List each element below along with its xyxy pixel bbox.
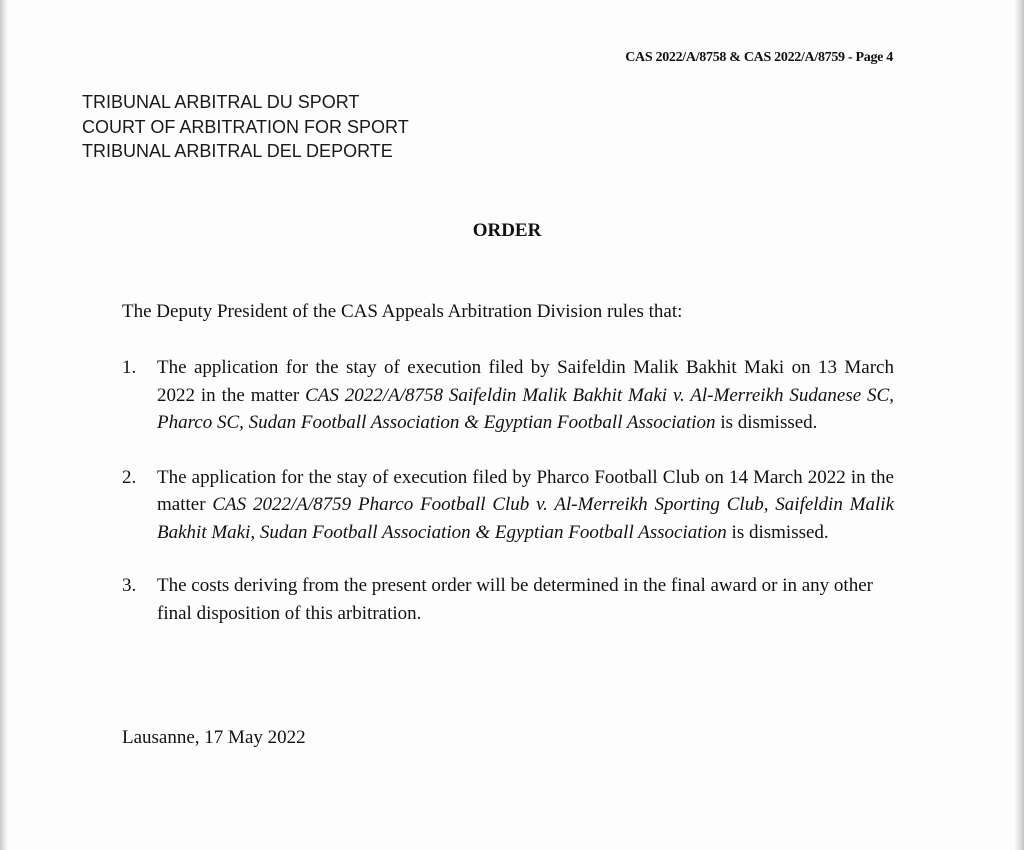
order-item-number: 2. [122, 466, 137, 488]
order-item-text-after: is dismissed. [726, 521, 829, 543]
tribunal-line-french: TRIBUNAL ARBITRAL DU SPORT [82, 92, 360, 112]
tribunal-header [82, 90, 409, 164]
order-item-text [157, 572, 894, 627]
order-list [122, 354, 894, 627]
order-item-text-before: The application for the stay of execution filed by Pharco Football Club on 14 March 2022 in the matter [157, 466, 894, 515]
order-item-text [157, 464, 894, 547]
order-item-3 [122, 572, 894, 627]
order-title: ORDER [472, 220, 542, 241]
tribunal-line-spanish: TRIBUNAL ARBITRAL DEL DEPORTE [82, 141, 393, 161]
tribunal-line-english: COURT OF ARBITRATION FOR SPORT [82, 116, 409, 137]
order-item-1 [122, 354, 894, 437]
order-item-text [157, 354, 894, 437]
order-item-2 [122, 464, 894, 547]
order-item-text-after: is dismissed. [715, 412, 818, 433]
order-item-number: 3. [122, 575, 137, 596]
page-right-edge [1014, 0, 1024, 850]
order-item-matter: CAS 2022/A/8759 Pharco Football Club v. Al-Merreikh Sporting Club, Saifeldin Malik Bakhit Maki, Sudan Football Association & Egyptian Football Association [157, 494, 894, 543]
order-item-text-before: The costs deriving from the present order will be determined in the final award or in any other final disposition of this arbitration. [157, 575, 873, 624]
order-item-text-before: The application for the stay of execution filed by Saifeldin Malik Bakhit Maki on 13 March 2022 in the matter [157, 357, 894, 406]
order-item-number: 1. [122, 357, 137, 378]
order-item-matter: CAS 2022/A/8758 Saifeldin Malik Bakhit Maki v. Al-Merreikh Sudanese SC, Pharco SC, Sudan Football Association & Egyptian Football Association [157, 384, 894, 433]
page-left-edge [0, 0, 8, 850]
case-reference: CAS 2022/A/8758 & CAS 2022/A/8759 - Page 4 [625, 50, 893, 65]
place-and-date: Lausanne, 17 May 2022 [122, 727, 306, 748]
order-intro: The Deputy President of the CAS Appeals Arbitration Division rules that: [122, 301, 683, 322]
